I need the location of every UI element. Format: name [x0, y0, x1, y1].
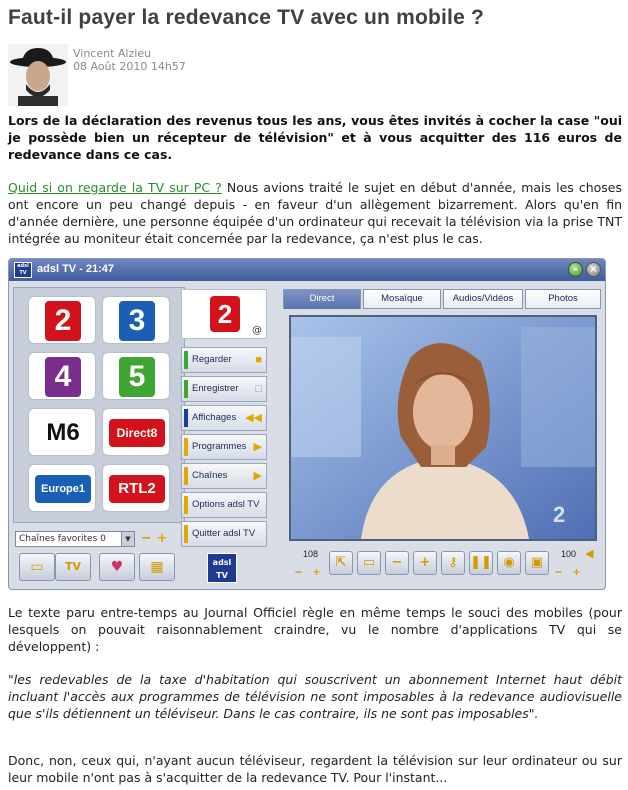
quit-button[interactable]: Quitter adsl TV	[181, 521, 267, 547]
zoom-in-icon[interactable]: +	[413, 551, 437, 575]
channel-grid	[13, 287, 185, 523]
channel-france3[interactable]: 3	[102, 296, 170, 344]
minus-icon[interactable]: −	[140, 531, 152, 546]
square-outline-icon: □	[255, 383, 262, 395]
channel-down-icon[interactable]: −	[295, 565, 303, 579]
paragraph-1	[8, 179, 622, 247]
channel-france4[interactable]: 4	[28, 352, 96, 400]
play-icon: ▶	[253, 441, 262, 453]
channel-number: 108	[303, 549, 319, 559]
favorites-select[interactable]	[15, 531, 135, 547]
window-mode-button[interactable]: ▭	[19, 553, 55, 581]
view-tabs	[283, 289, 603, 309]
byline	[73, 47, 186, 73]
related-article-link[interactable]: Quid si on regarde la TV sur PC ?	[8, 180, 222, 195]
speaker-icon[interactable]: ◀	[585, 548, 594, 560]
channel-europe1[interactable]: Europe1	[28, 464, 96, 512]
channel-up-icon[interactable]: +	[313, 565, 321, 579]
record-button[interactable]: Enregistrer □	[181, 376, 267, 402]
grid-view-button[interactable]: ▦	[139, 553, 175, 581]
favorites-heart-button[interactable]: ♥	[99, 553, 135, 581]
channel-m6[interactable]: M6	[28, 408, 96, 456]
current-channel-logo: 2 @	[181, 289, 267, 339]
author-avatar	[8, 44, 68, 106]
video-player[interactable]	[289, 315, 597, 541]
channel-france2[interactable]: 2	[28, 296, 96, 344]
app-logo: adsl TV	[14, 262, 32, 278]
post-date: 08 Août 2010 14h57	[73, 60, 186, 73]
tv-mode-button[interactable]: TV	[55, 553, 91, 581]
volume-up-icon[interactable]: +	[573, 565, 581, 579]
channels-button[interactable]: Chaînes ▶	[181, 463, 267, 489]
zoom-out-icon[interactable]: −	[385, 551, 409, 575]
paragraph-2: Le texte paru entre-temps au Journal Officiel règle en même temps le souci des mobiles (pour lesquels on pouvait raisonnablement craindre, vu le nombre d'applications TV qui se développent) :	[8, 605, 622, 654]
square-icon: ■	[255, 354, 262, 366]
adsl-tv-logo: adsl TV	[207, 553, 237, 583]
tab-audio-video[interactable]: Audios/Vidéos	[443, 289, 523, 309]
volume-down-icon[interactable]: −	[555, 565, 563, 579]
programs-button[interactable]: Programmes ▶	[181, 434, 267, 460]
favorites-value: Chaînes favorites 0	[19, 534, 106, 544]
paragraph-3: Donc, non, ceux qui, n'ayant aucun téléviseur, regardent la télévision sur leur ordinateur ou sur leur mobile n'ont pas à s'acquitter de la redevance TV. Pour l'instant...	[8, 753, 622, 785]
author-name: Vincent Alzieu	[73, 47, 152, 60]
volume-level: 100	[561, 549, 577, 559]
svg-text:2: 2	[553, 502, 566, 527]
close-icon[interactable]: ×	[586, 262, 601, 277]
avatar-photo-icon	[8, 44, 68, 106]
article-lead: Lors de la déclaration des revenus tous les ans, vous êtes invités à cocher la case "oui je possède bien un récepteur de télévision" et à vous acquitter des 116 euros de redevance dans ce cas.	[8, 113, 622, 162]
channel-france5[interactable]: 5	[102, 352, 170, 400]
play-icon: ▶	[253, 470, 262, 482]
channel-direct8[interactable]: Direct8	[102, 408, 170, 456]
player-controls	[287, 545, 601, 585]
article-title: Faut-il payer la redevance TV avec un mobile ?	[8, 6, 485, 29]
screen-icon[interactable]: ▣	[525, 551, 549, 575]
window-icon[interactable]: ▭	[357, 551, 381, 575]
options-button[interactable]: Options adsl TV	[181, 492, 267, 518]
pause-icon[interactable]: ❚❚	[469, 551, 493, 575]
channel-rtl2[interactable]: RTL2	[102, 464, 170, 512]
fullscreen-icon[interactable]: ⇱	[329, 551, 353, 575]
tab-photos[interactable]: Photos	[525, 289, 601, 309]
tab-mosaic[interactable]: Mosaïque	[363, 289, 441, 309]
official-quote: "les redevables de la taxe d'habitation qui souscrivent un abonnement Internet haut débit incluant l'accès aux programmes de télévision ne sont imposables à la redevance audiovisuelle que s'ils détiennent un téléviseur. Dans le cas contraire, ils ne sont pas imposables".	[8, 672, 622, 721]
news-anchor-video-frame	[291, 317, 595, 539]
rewind-icon: ◀◀	[245, 412, 262, 424]
app-titlebar	[9, 259, 605, 281]
app-title: adsl TV - 21:47	[37, 263, 115, 275]
tab-direct[interactable]: Direct	[283, 289, 361, 309]
adsl-tv-window	[8, 258, 606, 590]
watch-button[interactable]: Regarder ■	[181, 347, 267, 373]
plus-icon[interactable]: +	[156, 531, 168, 546]
chevron-down-icon[interactable]: ▼	[121, 532, 134, 546]
display-button[interactable]: Affichages ◀◀	[181, 405, 267, 431]
snapshot-icon[interactable]: ◉	[497, 551, 521, 575]
paragraph-1-text: Nous avions traité le sujet en début d'année, mais les choses ont encore un peu changé depuis - en faveur d'un allègement bizarrement. Alors qu'en fin d'année dernière, une personne équipée d'un ordinateur qui recevait la télévision via la prise TNT intégrée au moniteur était concernée par la redevance, ça n'est plus le cas.	[8, 180, 623, 246]
key-icon[interactable]: ⚷	[441, 551, 465, 575]
minimize-icon[interactable]: –	[568, 262, 583, 277]
